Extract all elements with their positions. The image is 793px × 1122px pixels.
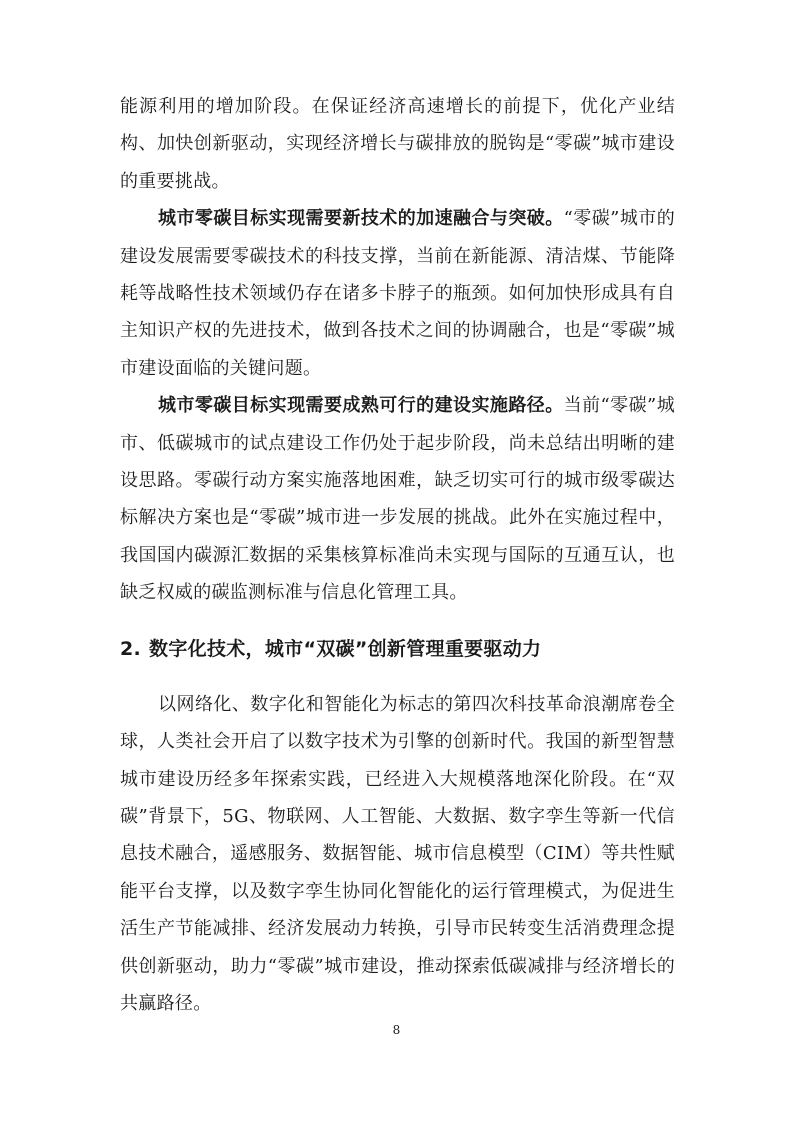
section-heading <box>120 634 675 664</box>
paragraph-lead-bold: 城市零碳目标实现需要新技术的加速融合与突破。 <box>158 208 564 230</box>
paragraph-text: 以网络化、数字化和智能化为标志的第四次科技革命浪潮席卷全球，人类社会开启了以数字技术为引擎的创新时代。我国的新型智慧城市建设历经多年探索实践，已经进入大规模落地深化阶段。在“双碳”背景下，5G、物联网、人工智能、大数据、数字孪生等新一代信息技术融合，遥感服务、数据智能、城市信息模型（CIM）等共性赋能平台支撑，以及数字孪生协同化智能化的运行管理模式，为促进生活生产节能减排、经济发展动力转换，引导市民转变生活消费理念提供创新驱动，助力“零碳”城市建设，推动探索低碳减排与经济增长的共赢路径。 <box>120 693 675 1014</box>
paragraph-new-technology <box>120 200 675 387</box>
paragraph-implementation-path <box>120 387 675 611</box>
paragraph-text: 能源利用的增加阶段。在保证经济高速增长的前提下，优化产业结构、加快创新驱动，实现经济增长与碳排放的脱钩是“零碳”城市建设的重要挑战。 <box>120 96 675 192</box>
section-number: 2. <box>120 637 142 660</box>
paragraph-text: 当前“零碳”城市、低碳城市的试点建设工作仍处于起步阶段，尚未总结出明晰的建设思路。零碳行动方案实施落地困难，缺乏切实可行的城市级零碳达标解决方案也是“零碳”城市进一步发展的挑战。此外在实施过程中，我国国内碳源汇数据的采集核算标准尚未实现与国际的互通互认，也缺乏权威的碳监测标准与信息化管理工具。 <box>120 395 675 604</box>
page-body <box>120 88 675 1022</box>
section-title: 数字化技术，城市“双碳”创新管理重要驱动力 <box>149 637 542 660</box>
paragraph-digital-technology <box>120 686 675 1023</box>
paragraph-lead-bold: 城市零碳目标实现需要成熟可行的建设实施路径。 <box>158 395 564 417</box>
paragraph-carbon-decoupling-challenge <box>120 88 675 200</box>
page-number: 8 <box>392 1023 401 1037</box>
paragraph-text: “零碳”城市的建设发展需要零碳技术的科技支撑，当前在新能源、清洁煤、节能降耗等战略性技术领域仍存在诸多卡脖子的瓶颈。如何加快形成具有自主知识产权的先进技术，做到各技术之间的协调融合，也是“零碳”城市建设面临的关键问题。 <box>120 208 675 379</box>
